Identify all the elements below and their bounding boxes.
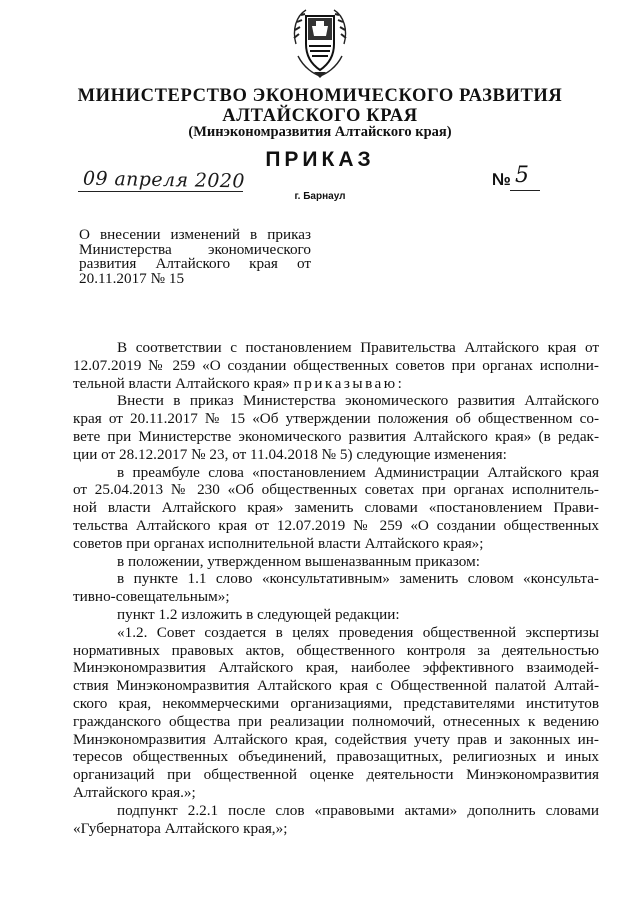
ministry-name-line2: АЛТАЙСКОГО КРАЯ [222, 106, 418, 126]
body-line: Минэкономразвития Алтайского края, наиболее эффективного взаимодей- [73, 659, 599, 677]
order-directive-word: приказываю: [293, 374, 405, 392]
order-title: ПРИКАЗ [265, 148, 375, 171]
body-line: пункт 1.2 изложить в следующей редакции: [117, 605, 400, 623]
subject-line: 20.11.2017 № 15 [79, 269, 185, 287]
number-underline [510, 190, 540, 191]
coat-of-arms-emblem [286, 4, 354, 80]
city-label: г. Барнаул [294, 191, 346, 202]
body-line: от 25.04.2013 № 230 «Об общественных советах при органах исполнитель- [73, 481, 599, 499]
body-line: ского края, некоммерческими организациями, представителями институтов [73, 694, 599, 712]
body-line: края от 20.11.2017 № 15 «Об утверждении положения об общественном со- [73, 410, 599, 428]
subject-line: Министерства экономического [79, 240, 311, 258]
body-line: в пункте 1.1 слово «консультативным» заменить словом «консульта- [117, 570, 599, 588]
body-line: Внести в приказ Министерства экономического развития Алтайского [117, 392, 599, 410]
body-line: советов при органах исполнительной власти Алтайского края»; [73, 534, 484, 552]
body-line: «1.2. Совет создается в целях проведения общественной экспертизы [117, 623, 599, 641]
body-line: тивно-совещательным»; [73, 588, 230, 606]
body-line: ствия Минэкономразвития Алтайского края с Общественной палатой Алтай- [73, 677, 599, 695]
body-line: В соответствии с постановлением Правительства Алтайского края от [117, 339, 599, 356]
body-line: Минэкономразвития Алтайского края, содействия учету прав и законных ин- [73, 730, 599, 748]
ministry-short-name: (Минэкономразвития Алтайского края) [188, 124, 452, 140]
subject-line: развития Алтайского края от [79, 255, 311, 272]
body-line: нормативных правовых актов, общественного контроля за деятельностью [73, 641, 599, 659]
order-number-label: № [492, 170, 511, 189]
body-line: ции от 28.12.2017 № 23, от 11.04.2018 № 5) следующие изменения: [73, 445, 507, 463]
body-line: гражданского общества при реализации полномочий, отнесенных к ведению [73, 712, 599, 730]
order-number-value: 5 [515, 163, 529, 188]
subject-line: О внесении изменений в приказ [79, 226, 311, 243]
body-line: «Губернатора Алтайского края,»; [73, 819, 288, 837]
order-subject [79, 228, 311, 286]
body-line: вете при Министерстве экономического развития Алтайского края» (в редак- [73, 427, 599, 445]
body-line: в положении, утвержденном вышеназванным приказом: [117, 552, 480, 570]
order-body [73, 339, 599, 837]
body-line: Алтайского края.»; [73, 783, 196, 801]
order-date-handwritten: 09 апреля 2020 [82, 167, 246, 193]
body-line: в преамбуле слова «постановлением Администрации Алтайского края [117, 463, 599, 481]
body-line: подпункт 2.2.1 после слов «правовыми актами» дополнить словами [117, 801, 599, 819]
body-line: организаций при общественной оценке деятельности Минэкономразвития [73, 766, 599, 784]
body-line: тельства Алтайского края от 12.07.2019 № 259 «О создании общественных [73, 516, 599, 534]
body-text-fragment: тельной власти Алтайского края» [73, 374, 294, 392]
body-line: 12.07.2019 № 259 «О создании общественных советов при органах исполни- [73, 356, 599, 374]
body-line: ной власти Алтайского края» заменить словами «постановлением Прави- [73, 499, 599, 517]
body-line [73, 375, 599, 393]
ministry-name-line1: МИНИСТЕРСТВО ЭКОНОМИЧЕСКОГО РАЗВИТИЯ [77, 86, 563, 106]
body-line: тересов общественных объединений, правозащитных, религиозных и иных [73, 748, 599, 766]
